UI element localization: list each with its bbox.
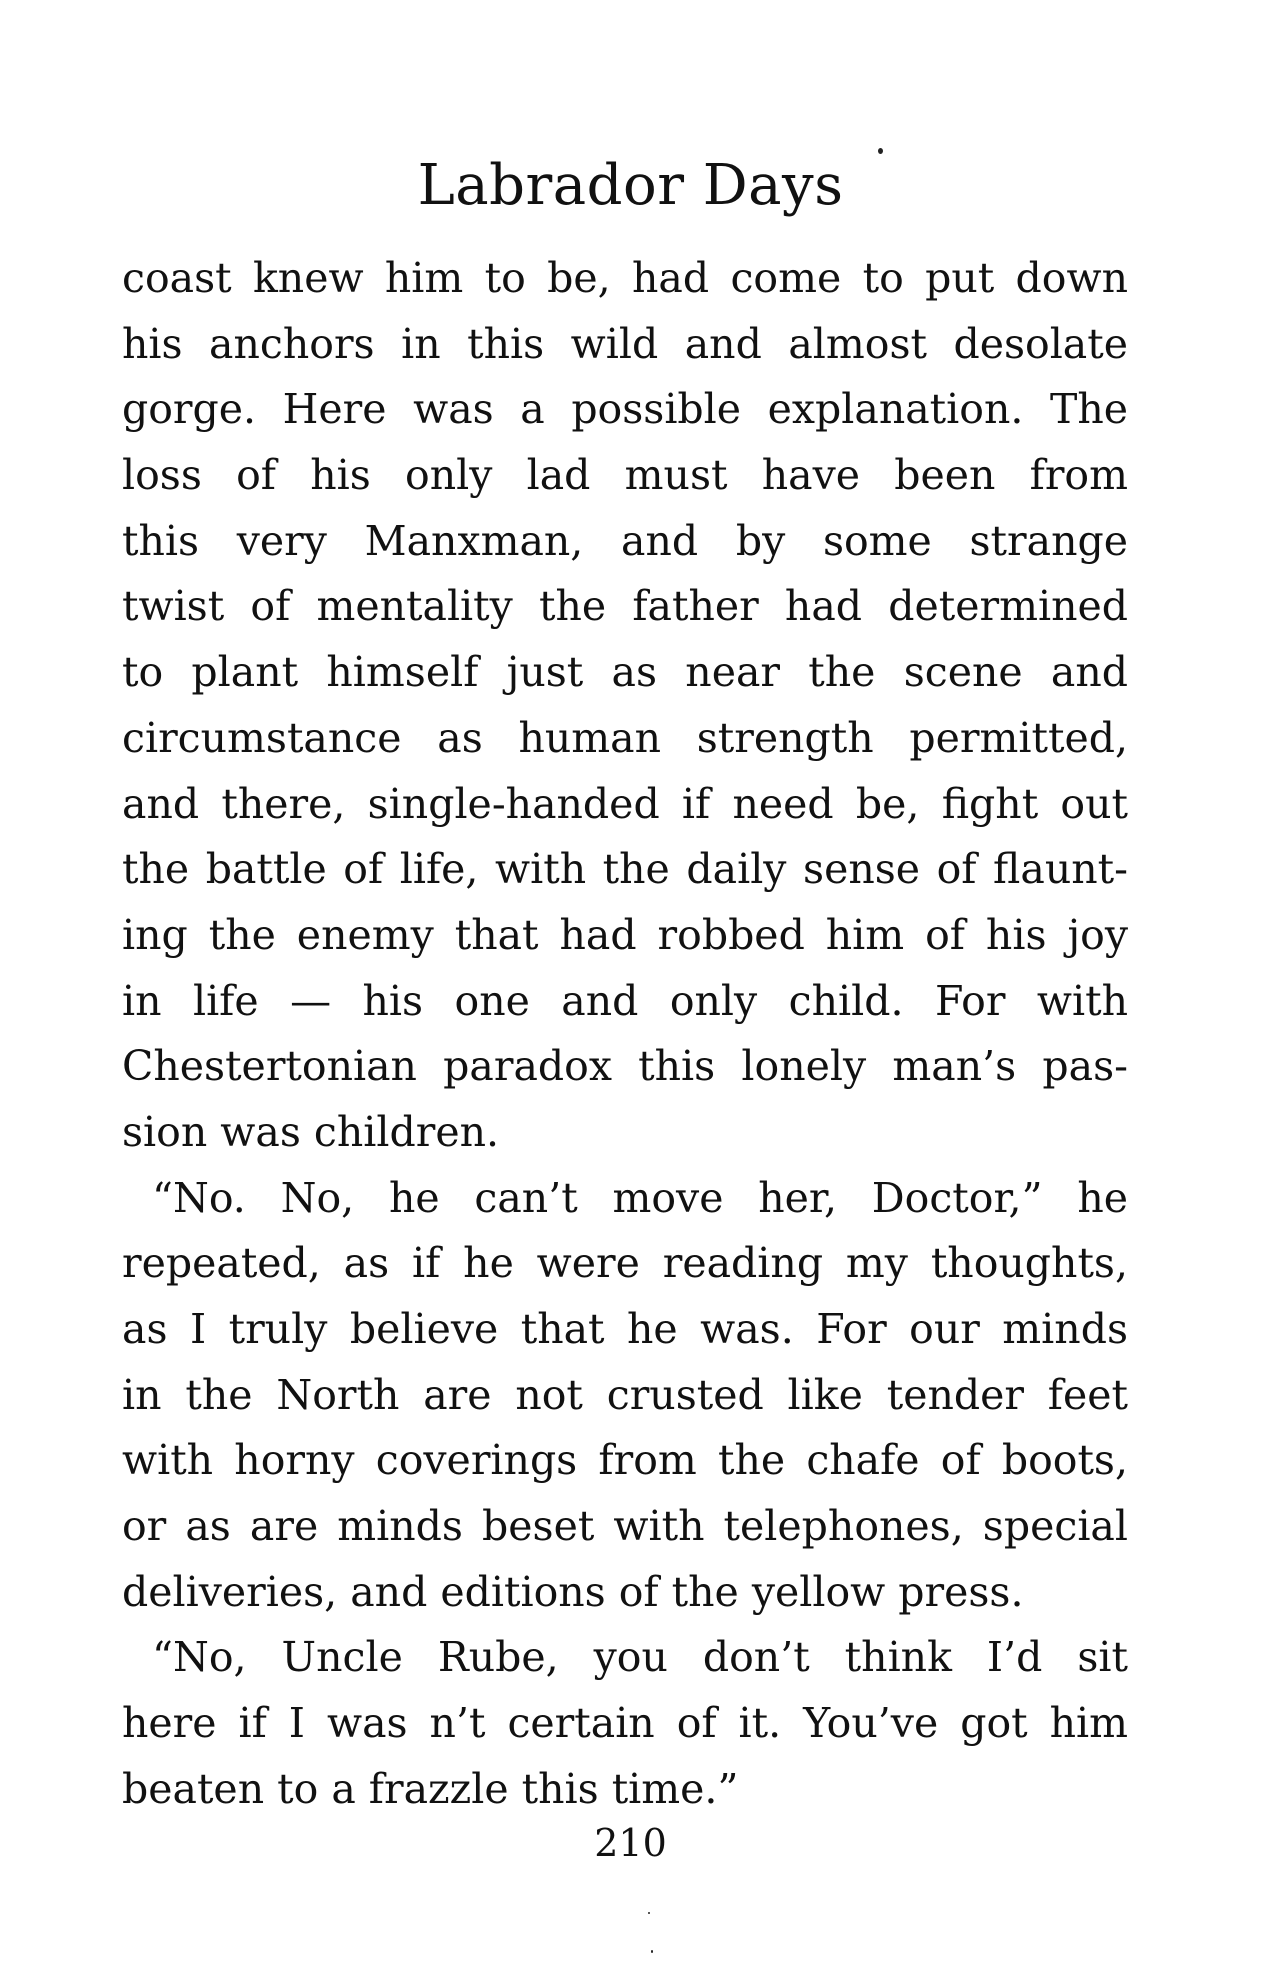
text-line: twist of mentality the father had determined bbox=[122, 582, 1128, 631]
text-line: “No. No, he can’t move her, Doctor,” he bbox=[152, 1173, 1128, 1222]
text-line: loss of his only lad must have been from bbox=[122, 451, 1128, 500]
text-line: repeated, as if he were reading my thoughts, bbox=[122, 1239, 1128, 1288]
text-line: sion was children. bbox=[122, 1107, 500, 1156]
text-line: beaten to a frazzle this time.” bbox=[122, 1764, 739, 1813]
text-line: his anchors in this wild and almost desolate bbox=[122, 319, 1128, 368]
page-number: 210 bbox=[594, 1821, 667, 1865]
ink-speck bbox=[648, 1912, 650, 1914]
text-line: or as are minds beset with telephones, special bbox=[122, 1502, 1128, 1551]
text-line: to plant himself just as near the scene and bbox=[122, 648, 1128, 697]
text-line: Chestertonian paradox this lonely man’s pas- bbox=[122, 1042, 1128, 1091]
text-line: ing the enemy that had robbed him of his joy bbox=[122, 910, 1128, 959]
text-line: in life — his one and only child. For with bbox=[122, 976, 1128, 1025]
text-line: the battle of life, with the daily sense of flaunt- bbox=[122, 845, 1128, 894]
text-line: this very Manxman, and by some strange bbox=[122, 516, 1128, 565]
text-line: here if I was n’t certain of it. You’ve got him bbox=[122, 1699, 1128, 1748]
text-line: and there, single-handed if need be, fight out bbox=[122, 779, 1128, 828]
text-line: “No, Uncle Rube, you don’t think I’d sit bbox=[152, 1633, 1128, 1682]
ink-speck bbox=[651, 1950, 653, 1953]
text-line: deliveries, and editions of the yellow press. bbox=[122, 1567, 1024, 1616]
text-line: in the North are not crusted like tender feet bbox=[122, 1370, 1128, 1419]
body-text bbox=[122, 246, 1128, 1823]
text-line: circumstance as human strength permitted, bbox=[122, 713, 1128, 762]
text-line: as I truly believe that he was. For our minds bbox=[122, 1305, 1128, 1353]
text-line: with horny coverings from the chafe of boots, bbox=[122, 1436, 1128, 1485]
text-line: coast knew him to be, had come to put down bbox=[122, 254, 1128, 302]
text-line: gorge. Here was a possible explanation. The bbox=[122, 385, 1128, 434]
running-header: Labrador Days bbox=[417, 153, 844, 218]
